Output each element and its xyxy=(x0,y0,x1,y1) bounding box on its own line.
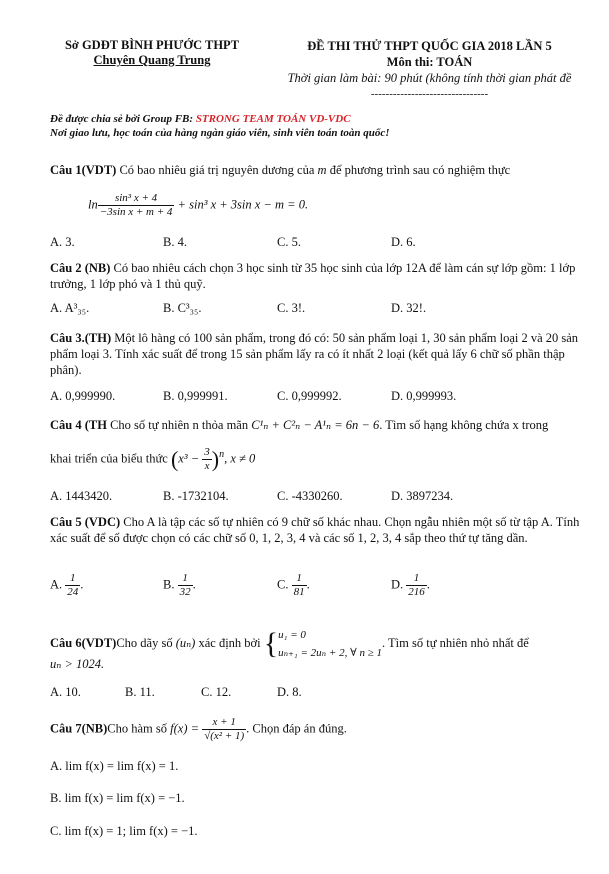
q3-answer-b[interactable]: B. 0,999991. xyxy=(163,389,228,403)
q1-formula-rest: + sin³ x + 3sin x − m = 0. xyxy=(174,197,309,212)
question-7 xyxy=(50,716,590,743)
q5-answer-b[interactable]: B. $\frac{1}{32}$ . xyxy=(163,572,196,598)
q6-brace: { xyxy=(263,627,279,660)
q3-answer-d[interactable]: D. 0,999993. xyxy=(391,389,457,403)
question-6-text3: . Tìm số tự nhiên nhỏ nhất để xyxy=(382,635,529,650)
q1-answer-b[interactable]: B. 4. xyxy=(163,235,187,249)
q2-answer-a[interactable]: A. A³₃₅. xyxy=(50,301,90,315)
q1-ln: ln xyxy=(88,197,98,212)
q4-expr-fraction xyxy=(202,446,212,473)
question-4 xyxy=(50,417,590,433)
question-3-label: Câu 3.(TH) xyxy=(50,331,112,345)
q4-answer-b[interactable]: B. -1732104. xyxy=(163,489,229,503)
q7-answer-b[interactable]: B. lim f(x) = lim f(x) = −1. xyxy=(50,791,185,805)
q6-sys-line1: u₁ = 0 xyxy=(278,629,306,641)
question-1-text2: để phương trình sau có nghiệm thực xyxy=(326,163,511,177)
q4-expr-cond: , x ≠ 0 xyxy=(224,451,256,466)
question-4-text: Cho số tự nhiên n thỏa mãn xyxy=(106,418,252,432)
q6-answer-b[interactable]: B. 11. xyxy=(125,685,155,699)
header-dashes: -------------------------------- xyxy=(370,88,489,100)
q7-fpre: f(x) = xyxy=(170,721,203,736)
q1-answer-a[interactable]: A. 3. xyxy=(50,235,75,249)
q2-answer-b[interactable]: B. C³₃₅. xyxy=(163,301,202,315)
q7-numerator: x + 1 xyxy=(202,716,246,730)
exam-subject: Môn thi: TOÁN xyxy=(386,55,473,69)
question-1-text: Có bao nhiêu giá trị nguyên dương của xyxy=(116,163,318,177)
q6-answer-d[interactable]: D. 8. xyxy=(277,685,302,699)
q4-expr-base: x³ − xyxy=(178,451,203,466)
exam-title: ĐỀ THI THỬ THPT QUỐC GIA 2018 LẦN 5 xyxy=(307,39,552,53)
q6-answer-a[interactable]: A. 10. xyxy=(50,685,81,699)
question-1-var: m xyxy=(317,163,327,177)
question-2 xyxy=(50,260,590,292)
question-2-text: Có bao nhiêu cách chọn 3 học sinh từ 35 học sinh của lớp 12A để làm cán sự lớp gồm: 1 lớp trưởng, 1 lớp phó và 1 thủ quỹ. xyxy=(50,261,576,291)
question-6-seq: (uₙ) xyxy=(175,635,196,650)
org-line1: Sở GDĐT BÌNH PHƯỚC THPT xyxy=(64,38,240,52)
q5-answer-c[interactable]: C. $\frac{1}{81}$ . xyxy=(277,572,310,598)
q2-answer-d[interactable]: D. 32!. xyxy=(391,301,427,315)
question-3-text: Một lô hàng có 100 sản phẩm, trong đó có: 50 sản phẩm loại 1, 30 sản phẩm loại 2 và 20 sản phẩm loại 3. Tính xác suất để trong 15 sản phẩm lấy ra có ít nhất 2 loại (kết quả lấy 6 chữ số phần thập phân). xyxy=(50,331,579,377)
q7-answer-c[interactable]: C. lim f(x) = 1; lim f(x) = −1. xyxy=(50,824,198,838)
q7-answer-a[interactable]: A. lim f(x) = lim f(x) = 1. xyxy=(50,759,179,773)
q3-answer-a[interactable]: A. 0,999990. xyxy=(50,389,116,403)
question-6-text2: xác định bởi xyxy=(195,635,264,650)
question-2-label: Câu 2 (NB) xyxy=(50,261,111,275)
question-4-line2-prefix: khai triển của biểu thức xyxy=(50,451,171,466)
q4-expr-exp: n xyxy=(219,449,225,461)
q1-denominator: −3sin x + m + 4 xyxy=(99,206,173,218)
q1-answer-c[interactable]: C. 5. xyxy=(277,235,301,249)
org-line2: Chuyên Quang Trung xyxy=(93,53,211,67)
share-group: STRONG TEAM TOÁN VD-VDC xyxy=(195,113,351,125)
question-3 xyxy=(50,330,590,378)
question-7-label: Câu 7(NB) xyxy=(50,721,108,736)
question-5-text: Cho A là tập các số tự nhiên có 9 chữ số khác nhau. Chọn ngẫu nhiên một số từ tập A. Tính xác suất để số được chọn có các chữ số 0, 1, 2, 3, 4 và các số 1, 2, 3, 4 sắp theo thứ tự tăng dần. xyxy=(50,515,580,545)
question-6-line2: uₙ > 1024. xyxy=(50,657,105,671)
question-7-text: Cho hàm số xyxy=(107,721,171,736)
school-header xyxy=(52,38,252,68)
q1-numerator: sin³ x + 4 xyxy=(98,192,175,206)
question-5-label: Câu 5 (VDC) xyxy=(50,515,121,529)
question-6-label: Câu 6(VDT) xyxy=(50,635,117,650)
q4-answer-d[interactable]: D. 3897234. xyxy=(391,489,454,503)
question-5 xyxy=(50,514,590,546)
q5-answer-d[interactable]: D. $\frac{1}{216}$ . xyxy=(391,572,430,598)
question-1-label: Câu 1(VDT) xyxy=(50,163,117,177)
q4-answer-a[interactable]: A. 1443420. xyxy=(50,489,113,503)
share-prefix: Đề được chia sẻ bởi Group FB: xyxy=(50,113,196,125)
question-4-text2: . Tìm số hạng không chứa x trong xyxy=(379,418,549,432)
q1-answer-d[interactable]: D. 6. xyxy=(391,235,416,249)
question-1-formula xyxy=(88,192,388,219)
q4-answer-c[interactable]: C. -4330260. xyxy=(277,489,343,503)
question-1 xyxy=(50,162,590,178)
share-notice xyxy=(50,112,390,140)
q6-answer-c[interactable]: C. 12. xyxy=(201,685,232,699)
question-4-line2: khai triển của biểu thức (x³ − $\frac{3}{x}$ )$^n$, x ≠ 0 xyxy=(50,446,256,472)
question-6-text: Cho dãy số xyxy=(116,635,176,650)
question-7-text2: . Chọn đáp án đúng. xyxy=(246,721,347,736)
q6-sys-line2: uₙ₊₁ = 2uₙ + 2, ∀ n ≥ 1 xyxy=(278,647,382,659)
q5-answer-a[interactable]: A. $\frac{1}{24}$ . xyxy=(50,572,84,598)
question-4-formula: C¹ₙ + C²ₙ − A¹ₙ = 6n − 6 xyxy=(251,418,380,432)
q7-denominator: √(x² + 1) xyxy=(204,730,245,742)
q3-answer-c[interactable]: C. 0,999992. xyxy=(277,389,342,403)
exam-time-note: Thời gian làm bài: 90 phút (không tính thời gian phát đề xyxy=(287,71,572,85)
q7-fraction xyxy=(202,716,246,743)
q1-fraction xyxy=(98,192,175,219)
exam-header xyxy=(262,38,597,102)
q2-answer-c[interactable]: C. 3!. xyxy=(277,301,306,315)
question-4-label: Câu 4 (TH xyxy=(50,418,107,432)
q4-expr-den: x xyxy=(204,460,210,472)
share-line2: Nơi giao lưu, học toán của hàng ngàn giáo viên, sinh viên toán toàn quốc! xyxy=(50,127,390,139)
q4-expr-num: 3 xyxy=(204,446,210,458)
